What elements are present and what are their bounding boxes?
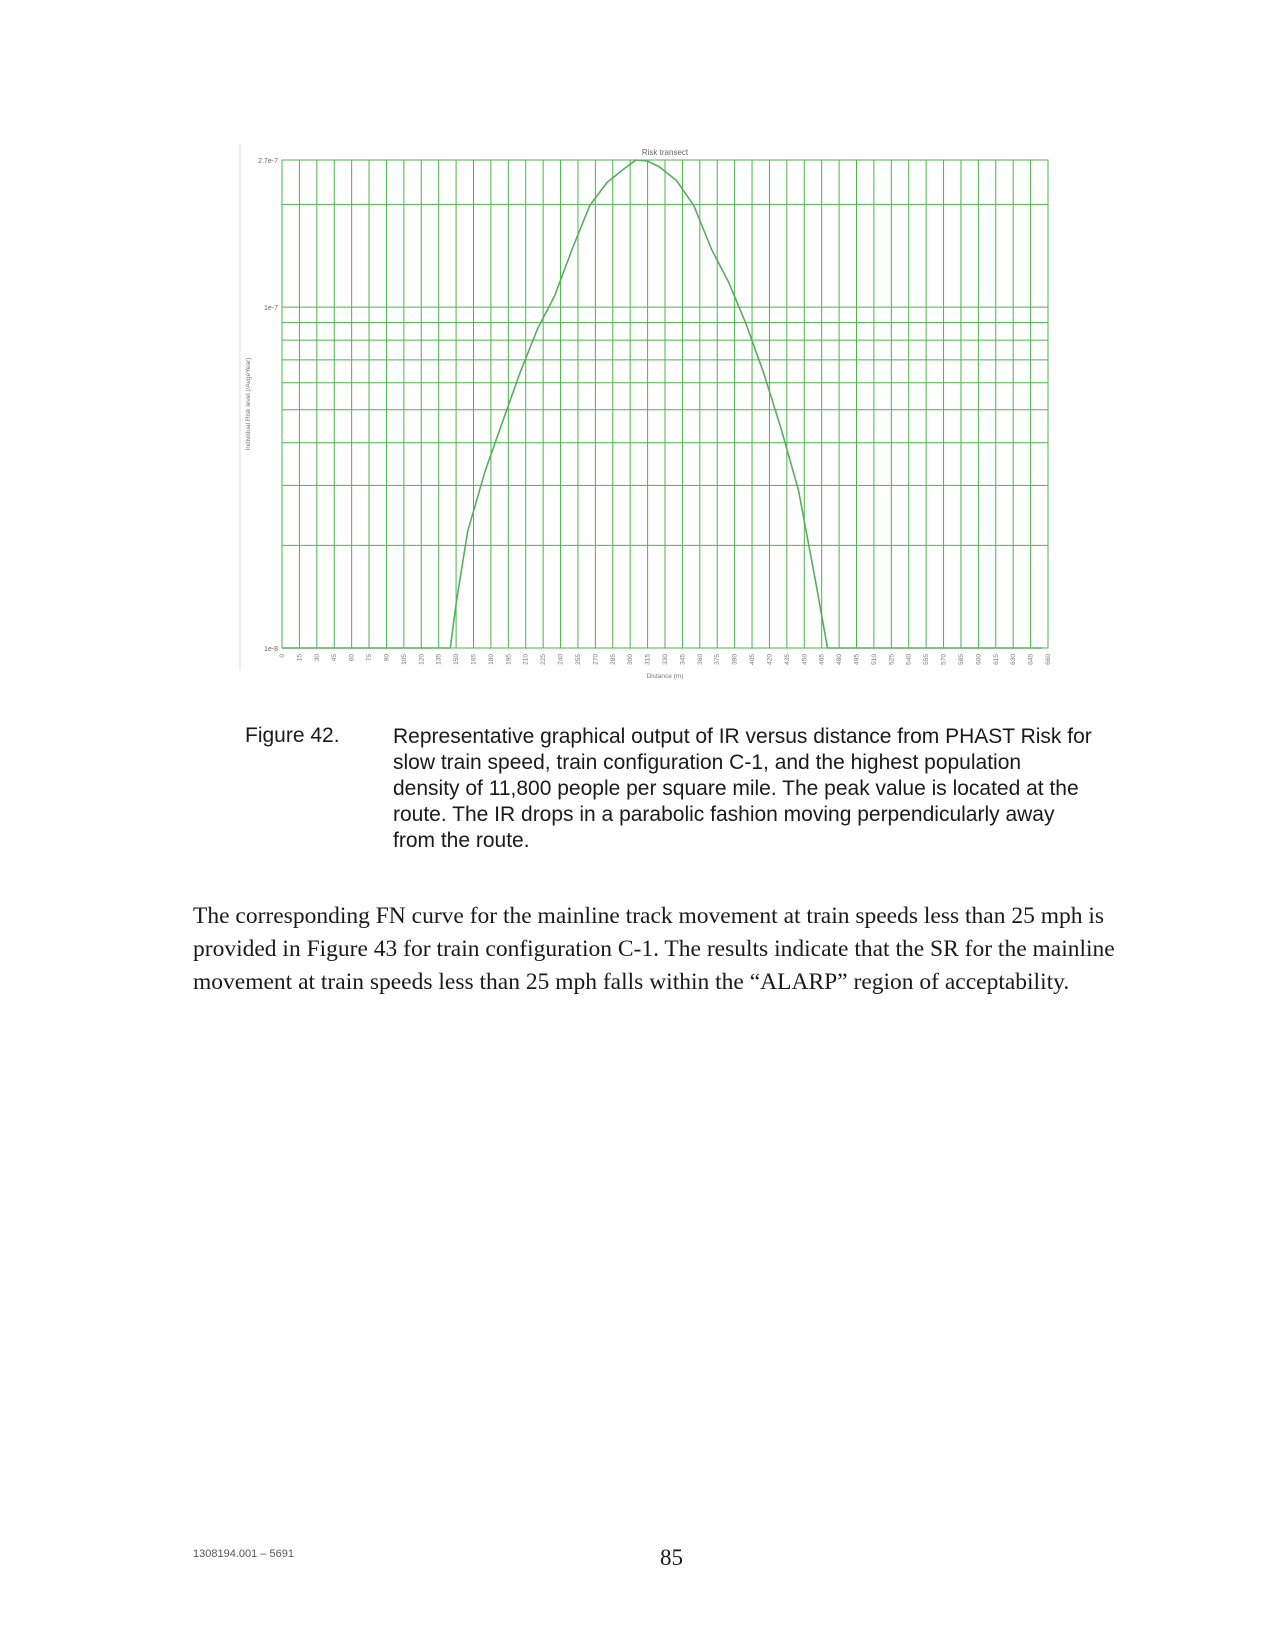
- x-tick-label: 465: [818, 654, 826, 665]
- y-tick-label: 2.7e-7: [258, 158, 278, 165]
- x-tick-label: 390: [731, 654, 739, 665]
- x-tick-label: 540: [905, 654, 913, 665]
- x-tick-label: 435: [783, 654, 791, 665]
- x-tick-label: 30: [313, 654, 321, 662]
- x-tick-label: 630: [1010, 654, 1018, 665]
- x-tick-label: 525: [888, 654, 896, 665]
- x-tick-label: 135: [435, 654, 443, 665]
- x-tick-label: 240: [557, 654, 565, 665]
- x-tick-label: 225: [540, 654, 548, 665]
- y-tick-label: 1e-7: [263, 305, 278, 313]
- x-tick-label: 495: [853, 654, 861, 665]
- risk-series-line: [282, 160, 1042, 648]
- x-axis-label: Distance (m): [646, 673, 684, 680]
- x-tick-label: 600: [975, 654, 983, 665]
- page-number: 85: [660, 1545, 683, 1570]
- x-tick-label: 570: [940, 654, 948, 665]
- x-tick-label: 480: [836, 654, 844, 665]
- document-number: 1308194.001 – 5691: [193, 1548, 294, 1560]
- x-tick-label: 165: [470, 654, 478, 665]
- x-tick-label: 510: [870, 654, 878, 665]
- x-tick-label: 15: [296, 654, 304, 662]
- x-tick-label: 450: [801, 654, 809, 665]
- y-axis-label: Individual Risk level (/AvgeYear): [245, 357, 252, 451]
- body-paragraph: The corresponding FN curve for the mainline track movement at train speeds less than 25 mph is provided in Figure 43 for train configuration C-1. The results indicate that the SR for the mainline movement at train speeds less than 25 mph falls within the “ALARP” region of acceptability.: [193, 903, 1115, 995]
- x-tick-label: 270: [592, 654, 600, 665]
- chart-title: Risk transect: [641, 148, 689, 157]
- x-tick-label: 60: [348, 654, 356, 662]
- x-tick-label: 360: [696, 654, 704, 665]
- x-tick-label: 405: [749, 654, 757, 665]
- x-tick-label: 180: [487, 654, 495, 665]
- x-tick-label: 0: [279, 654, 286, 658]
- y-tick-label: 1e-8: [263, 646, 278, 653]
- x-tick-label: 315: [644, 654, 652, 665]
- chart-svg: [238, 140, 1098, 700]
- x-tick-label: 285: [609, 654, 617, 665]
- x-tick-label: 585: [957, 654, 965, 665]
- x-tick-label: 195: [505, 654, 513, 665]
- x-tick-label: 90: [383, 654, 391, 662]
- x-tick-label: 105: [400, 654, 408, 665]
- x-tick-label: 615: [992, 654, 1000, 665]
- x-tick-label: 120: [418, 654, 426, 665]
- x-tick-label: 375: [714, 654, 722, 665]
- x-tick-label: 150: [453, 654, 461, 665]
- risk-transect-chart: [238, 140, 1098, 700]
- x-tick-label: 300: [627, 654, 635, 665]
- x-tick-label: 75: [366, 654, 374, 662]
- x-tick-label: 660: [1045, 654, 1052, 665]
- x-tick-label: 645: [1027, 654, 1035, 665]
- x-tick-label: 255: [574, 654, 582, 665]
- x-tick-label: 45: [331, 654, 339, 662]
- figure-caption: Representative graphical output of IR versus distance from PHAST Risk for slow train speed, train configuration C-1, and the highest population density of 11,800 people per square mile. The peak value is located at the route. The IR drops in a parabolic fashion moving perpendicularly away from the route.: [393, 725, 1092, 852]
- x-tick-label: 330: [662, 654, 669, 665]
- x-tick-label: 345: [679, 654, 687, 665]
- x-tick-label: 420: [766, 654, 774, 665]
- figure-label: Figure 42.: [245, 724, 340, 747]
- x-tick-label: 210: [522, 654, 530, 665]
- x-tick-label: 555: [923, 654, 931, 665]
